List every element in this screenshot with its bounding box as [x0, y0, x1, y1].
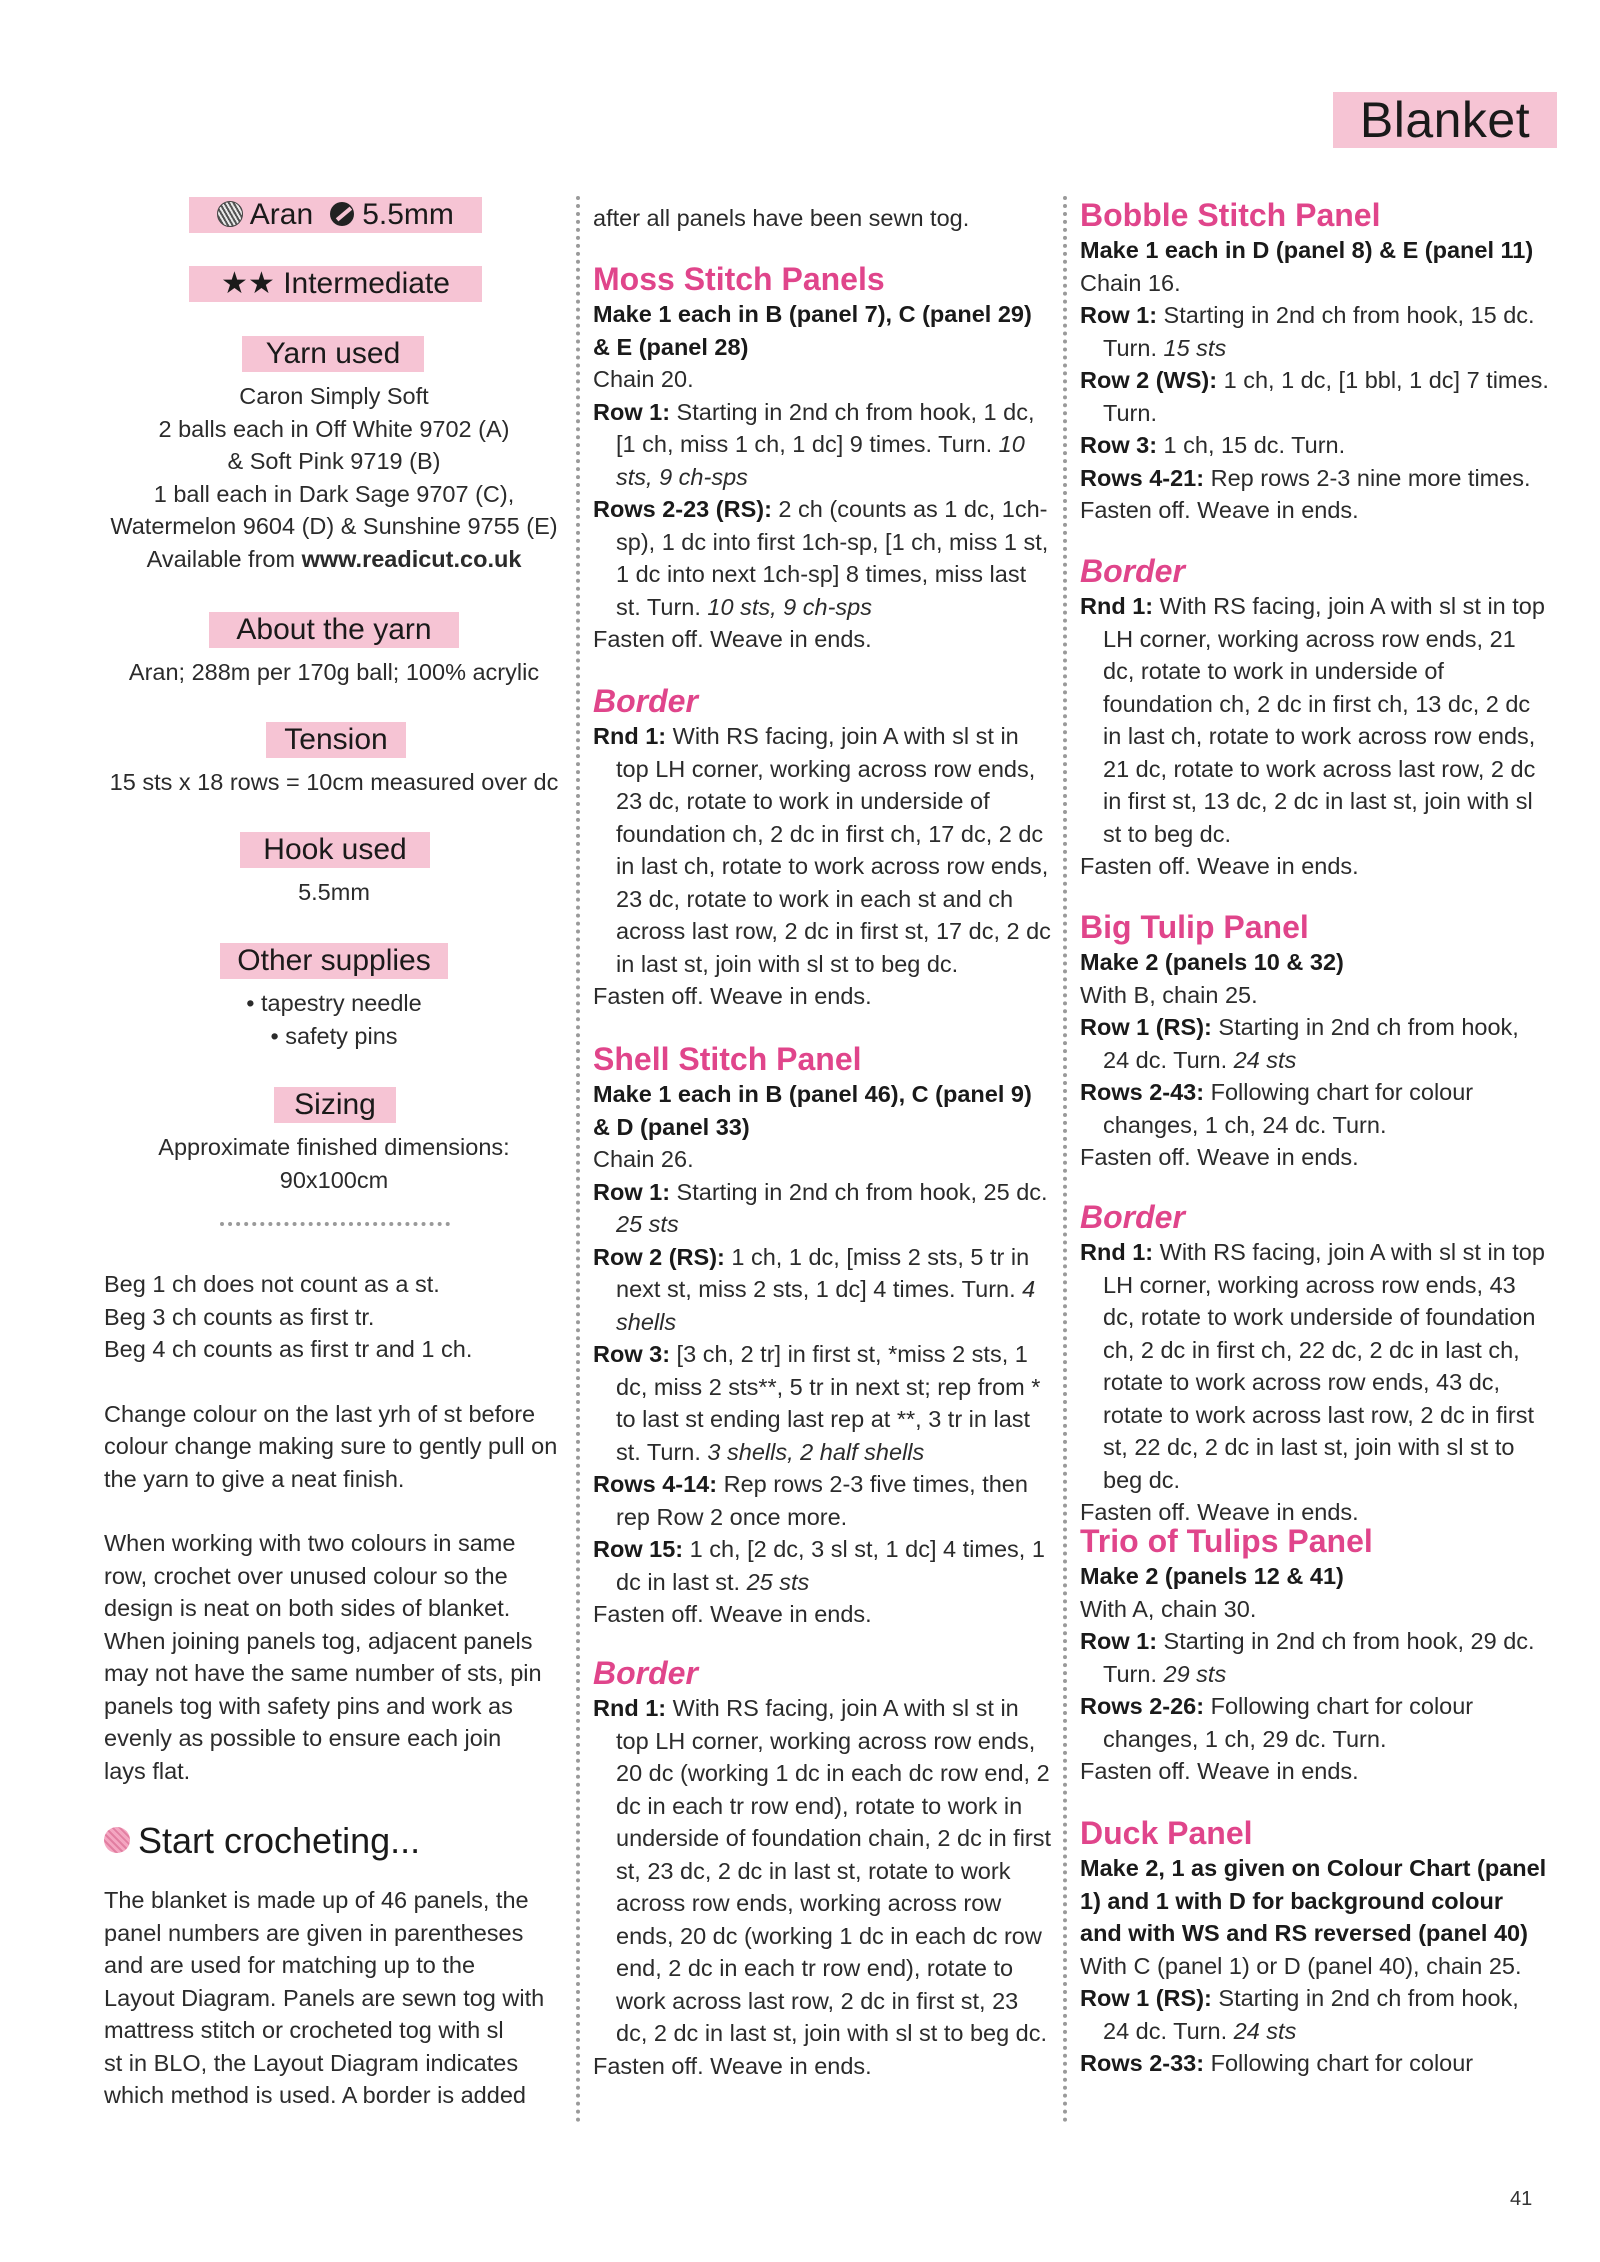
- instruction-part: Row 1:: [593, 1178, 671, 1205]
- make-instructions: Make 1 each in B (panel 46), C (panel 9) & D (panel 33): [593, 1081, 1032, 1140]
- skill-stars: ★★: [221, 267, 275, 300]
- start-crocheting-text: The blanket is made up of 46 panels, the panel numbers are given in parentheses and are used for matching up to the Layout Diagram. Panels are sewn tog with mattress stitch or crocheted tog with sl st in BLO, the Layout Diagram indicates which method is used. A border is added: [104, 1887, 545, 2108]
- instruction-line: [1080, 590, 1550, 850]
- tension-text: 15 sts x 18 rows = 10cm measured over dc: [109, 769, 559, 795]
- instruction-line: [593, 396, 1053, 494]
- instruction-line: [593, 1692, 1053, 2050]
- instruction-part: Row 1:: [1080, 1628, 1158, 1654]
- instruction-part: Rep rows 2-3 nine more times.: [1204, 464, 1531, 491]
- column-divider: [1063, 196, 1067, 2124]
- section-heading: Border: [593, 1655, 698, 1691]
- tension-heading: Tension: [266, 722, 406, 758]
- make-instructions: Make 2, 1 as given on Colour Chart (panel 1) and 1 with D for background colour and with WS and RS reversed (panel 40): [1080, 1855, 1547, 1946]
- instruction-part: Rows 2-26:: [1080, 1693, 1205, 1719]
- instruction-part: 15 sts: [1163, 334, 1227, 361]
- instruction-part: With RS facing, join A with sl st in top LH corner, working across row ends, 20 dc (working 1 dc in each dc row end, 2 dc in each tr row end), rotate to work in underside of foundation chain, 2 dc in first st, 23 dc, 2 dc in last st, rotate to work across row ends, working across row ends, 20 dc (working 1 dc in each dc row end, 2 dc in each tr row end), rotate to work across last row, 2 dc in first st, 23 dc, 2 dc in last st, join with sl st to beg dc.: [616, 1695, 1052, 2046]
- hook-icon: [330, 202, 354, 226]
- page-number: 41: [1510, 2188, 1533, 2210]
- supplier-link[interactable]: www.readicut.co.uk: [301, 545, 522, 572]
- instruction-part: Row 1:: [593, 398, 671, 425]
- instruction-part: Rep rows 2-3 five times, then rep Row 2 once more.: [616, 1471, 1028, 1530]
- instruction-part: 10 sts, 9 ch-sps: [707, 593, 872, 620]
- instruction-part: Rows 4-21:: [1080, 464, 1205, 491]
- instruction-line: [1080, 462, 1550, 495]
- instruction-part: With RS facing, join A with sl st in top LH corner, working across row ends, 21 dc, rotate to work in underside of foundation ch, 2 dc in first ch, 13 dc, 2 dc in last ch, rotate to work across row ends, 21 dc, rotate to work across last row, 2 dc in first st, 13 dc, 2 dc in last st, join with sl st to beg dc.: [1103, 593, 1545, 847]
- instruction-part: 1 ch, 15 dc. Turn.: [1157, 432, 1346, 458]
- other-supplies-list: • tapestry needle • safety pins: [246, 990, 422, 1049]
- instruction-part: Row 3:: [593, 1341, 671, 1367]
- instruction-line: [593, 1241, 1053, 1339]
- instruction-part: 3 shells, 2 half shells: [707, 1438, 925, 1465]
- instruction-line: [1080, 299, 1550, 364]
- instruction-part: Row 1 (RS):: [1080, 1985, 1212, 2011]
- about-yarn-heading: About the yarn: [209, 612, 459, 648]
- section-heading: Duck Panel: [1080, 1815, 1253, 1851]
- yarn-used-details: Caron Simply Soft 2 balls each in Off White 9702 (A) & Soft Pink 9719 (B) 1 ball each in Dark Sage 9707 (C), Watermelon 9604 (D) & Sunshine 9755 (E) Available from www.readicut.co.uk: [110, 383, 558, 572]
- instruction-part: 4 shells: [616, 1276, 1036, 1335]
- instruction-part: Row 2 (WS):: [1080, 367, 1218, 393]
- duck-panel-section: Duck Panel Make 2, 1 as given on Colour Chart (panel 1) and 1 with D for background colour and with WS and RS reversed (panel 40) With C (panel 1) or D (panel 40), chain 25. Row 1 (RS): Starting in 2nd ch from hook, 24 dc. Turn. 24 sts Rows 2-33: Following chart for colour: [1080, 1814, 1550, 2080]
- instruction-part: 24 sts: [1233, 1046, 1297, 1073]
- instruction-line: [1080, 1982, 1550, 2047]
- make-instructions: Make 2 (panels 10 & 32): [1080, 949, 1344, 975]
- instruction-line: [1080, 1690, 1550, 1755]
- instruction-line: [1080, 364, 1550, 429]
- instruction-part: Rnd 1:: [593, 723, 667, 749]
- instruction-part: Rnd 1:: [1080, 593, 1154, 619]
- instruction-part: 2 ch (counts as 1 dc, 1ch-sp), 1 dc into first 1ch-sp, [1 ch, miss 1 st, 1 dc into next 1ch-sp] 8 times, miss last st. Turn.: [616, 496, 1049, 620]
- intro-continued: after all panels have been sewn tog.: [593, 205, 970, 231]
- instruction-part: Rnd 1:: [593, 1695, 667, 1721]
- page-title: Blanket: [1333, 92, 1557, 148]
- hook-used-heading: Hook used: [240, 832, 430, 868]
- big-tulip-border-section: Border Rnd 1: With RS facing, join A with sl st in top LH corner, working across row ends, 43 dc, rotate to work underside of foundation ch, 2 dc in first ch, 22 dc, 2 dc in last ch, rotate to work across row ends, 43 dc, rotate to work across last row, 2 dc in first st, 22 dc, 2 dc in last st, join with sl st to beg dc. Fasten off. Weave in ends.: [1080, 1198, 1550, 1529]
- yarn-weight: Aran: [249, 198, 314, 231]
- instruction-part: 1 ch, 1 dc, [1 bbl, 1 dc] 7 times. Turn.: [1103, 367, 1549, 426]
- section-heading: Shell Stitch Panel: [593, 1041, 862, 1077]
- instruction-part: Starting in 2nd ch from hook, 15 dc. Turn.: [1103, 302, 1535, 361]
- moss-stitch-section: Moss Stitch Panels Make 1 each in B (panel 7), C (panel 29) & E (panel 28) Chain 20. Row 1: Starting in 2nd ch from hook, 1 dc, [1 ch, miss 1 ch, 1 dc] 9 times. Turn. 10 sts, 9 ch-sps Rows 2-23 (RS): 2 ch (counts as 1 dc, 1ch-sp), 1 dc into first 1ch-sp, [1 ch, miss 1 st, 1 dc into next 1ch-sp] 8 times, miss last st. Turn. 10 sts, 9 ch-sps Fasten off. Weave in ends.: [593, 260, 1053, 656]
- moss-border-section: Border Rnd 1: With RS facing, join A with sl st in top LH corner, working across row ends, 23 dc, rotate to work in underside of foundation ch, 2 dc in first ch, 17 dc, 2 dc in last ch, rotate to work across row ends, 23 dc, rotate to work in each st and ch across last row, 2 dc in first st, 17 dc, 2 dc in last st, join with sl st to beg dc. Fasten off. Weave in ends.: [593, 682, 1053, 1013]
- yarn-used-heading: Yarn used: [242, 336, 424, 372]
- make-instructions: Make 1 each in D (panel 8) & E (panel 11): [1080, 237, 1534, 263]
- instruction-part: Following chart for colour: [1204, 2050, 1474, 2076]
- instruction-part: Starting in 2nd ch from hook, 25 dc.: [670, 1178, 1048, 1205]
- section-heading: Moss Stitch Panels: [593, 261, 885, 297]
- instruction-part: Row 1:: [1080, 302, 1158, 328]
- instruction-part: Rnd 1:: [1080, 1239, 1154, 1265]
- hook-size: 5.5mm: [362, 198, 454, 231]
- instruction-part: With RS facing, join A with sl st in top LH corner, working across row ends, 23 dc, rotate to work in underside of foundation ch, 2 dc in first ch, 17 dc, 2 dc in last ch, rotate to work across row ends, 23 dc, rotate to work in each st and ch across last row, 2 dc in first st, 17 dc, 2 dc in last st, join with sl st to beg dc.: [616, 723, 1051, 977]
- shell-border-section: Border Rnd 1: With RS facing, join A with sl st in top LH corner, working across row ends, 20 dc (working 1 dc in each dc row end, 2 dc in each tr row end), rotate to work in underside of foundation chain, 2 dc in first st, 23 dc, 2 dc in last st, rotate to work across row ends, working across row ends, 20 dc (working 1 dc in each dc row end, 2 dc in each tr row end), rotate to work across last row, 2 dc in first st, 23 dc, 2 dc in last st, join with sl st to beg dc. Fasten off. Weave in ends.: [593, 1655, 1052, 2079]
- instruction-part: Row 2 (RS):: [593, 1243, 725, 1270]
- notes: Beg 1 ch does not count as a st. Beg 3 ch counts as first tr. Beg 4 ch counts as first tr and 1 ch. Change colour on the last yrh of st before colour change making sure to gently pull on the yarn to give a neat finish. When working with two colours in same row, crochet over unused colour so the design is neat on both sides of blanket. When joining panels tog, adjacent panels may not have the same number of sts, pin panels tog with safety pins and work as evenly as possible to ensure each join lays flat.: [104, 1271, 558, 1784]
- section-divider: [220, 1222, 450, 1226]
- yarn-ball-icon: [104, 1827, 130, 1853]
- badge-skill-level: [189, 266, 482, 302]
- instruction-part: 25 sts: [746, 1568, 810, 1595]
- instruction-part: Following chart for colour changes, 1 ch, 24 dc. Turn.: [1103, 1079, 1474, 1138]
- instruction-part: [3 ch, 2 tr] in first st, *miss 2 sts, 1 dc, miss 2 sts**, 5 tr in next st; rep from * to last st ending last rep at **, 3 tr in last st. Turn.: [616, 1341, 1041, 1465]
- instruction-line: [593, 1176, 1053, 1241]
- instruction-line: [1080, 429, 1550, 462]
- instruction-part: 10 sts, 9 ch-sps: [616, 431, 1025, 490]
- sizing-heading: Sizing: [274, 1087, 396, 1123]
- instruction-line: [593, 720, 1053, 980]
- instruction-part: Following chart for colour changes, 1 ch, 29 dc. Turn.: [1103, 1693, 1474, 1752]
- instruction-part: 29 sts: [1163, 1660, 1227, 1687]
- instruction-line: [1080, 1011, 1550, 1076]
- other-supplies-heading: Other supplies: [220, 943, 448, 979]
- start-crocheting-heading: Start crocheting...: [104, 1818, 420, 1864]
- instruction-part: 1 ch, 1 dc, [miss 2 sts, 5 tr in next st, miss 2 sts, 1 dc] 4 times. Turn.: [616, 1243, 1030, 1302]
- section-heading: Border: [1080, 1199, 1185, 1235]
- instruction-part: Rows 2-23 (RS):: [593, 496, 772, 522]
- instruction-part: Rows 2-33:: [1080, 2050, 1205, 2076]
- instruction-part: Starting in 2nd ch from hook, 24 dc. Turn.: [1103, 1014, 1519, 1073]
- instruction-part: Row 15:: [593, 1536, 684, 1562]
- section-heading: Bobble Stitch Panel: [1080, 197, 1381, 233]
- instruction-part: Rows 4-14:: [593, 1471, 718, 1497]
- instruction-part: 24 sts: [1233, 2017, 1297, 2044]
- section-heading: Border: [1080, 553, 1185, 589]
- skill-level: Intermediate: [283, 267, 450, 300]
- bobble-border-section: Border Rnd 1: With RS facing, join A with sl st in top LH corner, working across row ends, 21 dc, rotate to work in underside of foundation ch, 2 dc in first ch, 13 dc, 2 dc in last ch, rotate to work across row ends, 21 dc, rotate to work across last row, 2 dc in first st, 13 dc, 2 dc in last st, join with sl st to beg dc. Fasten off. Weave in ends.: [1080, 552, 1550, 883]
- instruction-part: Starting in 2nd ch from hook, 29 dc. Turn.: [1103, 1628, 1535, 1687]
- shell-stitch-section: Shell Stitch Panel Make 1 each in B (panel 46), C (panel 9) & D (panel 33) Chain 26. Row 1: Starting in 2nd ch from hook, 25 dc. 25 sts Row 2 (RS): 1 ch, 1 dc, [miss 2 sts, 5 tr in next st, miss 2 sts, 1 dc] 4 times. Turn. 4 shells Row 3: [3 ch, 2 tr] in first st, *miss 2 sts, 1 dc, miss 2 sts**, 5 tr in next st; rep from * to last st ending last rep at **, 3 tr in last st. Turn. 3 shells, 2 half shells Rows 4-14: Rep rows 2-3 five times, then rep Row 2 once more. Row 15: 1 ch, [2 dc, 3 sl st, 1 dc] 4 times, 1 dc in last st. 25 sts Fasten off. Weave in ends.: [593, 1040, 1053, 1631]
- instruction-part: Starting in 2nd ch from hook, 1 dc, [1 ch, miss 1 ch, 1 dc] 9 times. Turn.: [616, 398, 1035, 457]
- instruction-line: [593, 1338, 1053, 1468]
- sizing-text: Approximate finished dimensions: 90x100cm: [158, 1134, 510, 1193]
- instruction-part: Row 1 (RS):: [1080, 1014, 1212, 1040]
- instruction-part: With RS facing, join A with sl st in top LH corner, working across row ends, 43 dc, rotate to work underside of foundation ch, 2 dc in first ch, 22 dc, 2 dc in last ch, rotate to work across row ends, 43 dc, rotate to work across last row, 2 dc in first st, 22 dc, 2 dc in last st, join with sl st to beg dc.: [1103, 1239, 1545, 1493]
- instruction-part: 25 sts: [616, 1211, 679, 1237]
- instruction-part: Rows 2-43:: [1080, 1079, 1205, 1105]
- instruction-line: [1080, 2047, 1550, 2080]
- instruction-line: [1080, 1236, 1550, 1496]
- badge-yarn-weight-hook: [189, 197, 482, 233]
- section-heading: Big Tulip Panel: [1080, 909, 1309, 945]
- instruction-line: [593, 493, 1053, 623]
- bobble-stitch-section: Bobble Stitch Panel Make 1 each in D (panel 8) & E (panel 11) Chain 16. Row 1: Starting in 2nd ch from hook, 15 dc. Turn. 15 sts Row 2 (WS): 1 ch, 1 dc, [1 bbl, 1 dc] 7 times. Turn. Row 3: 1 ch, 15 dc. Turn. Rows 4-21: Rep rows 2-3 nine more times. Fasten off. Weave in ends.: [1080, 197, 1549, 523]
- instruction-part: 1 ch, [2 dc, 3 sl st, 1 dc] 4 times, 1 dc in last st.: [616, 1536, 1045, 1595]
- section-heading: Border: [593, 683, 698, 719]
- column-divider: [576, 196, 580, 2124]
- instruction-line: [593, 1468, 1053, 1533]
- about-yarn-text: Aran; 288m per 170g ball; 100% acrylic: [128, 659, 540, 685]
- trio-of-tulips-section: Trio of Tulips Panel Make 2 (panels 12 & 41) With A, chain 30. Row 1: Starting in 2nd ch from hook, 29 dc. Turn. 29 sts Rows 2-26: Following chart for colour changes, 1 ch, 29 dc. Turn. Fasten off. Weave in ends.: [1080, 1522, 1550, 1788]
- instruction-part: Starting in 2nd ch from hook, 24 dc. Turn.: [1103, 1985, 1519, 2044]
- instruction-line: [593, 1533, 1053, 1598]
- make-instructions: Make 1 each in B (panel 7), C (panel 29) & E (panel 28): [593, 301, 1032, 360]
- big-tulip-section: Big Tulip Panel Make 2 (panels 10 & 32) With B, chain 25. Row 1 (RS): Starting in 2nd ch from hook, 24 dc. Turn. 24 sts Rows 2-43: Following chart for colour changes, 1 ch, 24 dc. Turn. Fasten off. Weave in ends.: [1080, 908, 1550, 1174]
- make-instructions: Make 2 (panels 12 & 41): [1080, 1563, 1344, 1589]
- hook-used-text: 5.5mm: [298, 879, 370, 905]
- instruction-line: [1080, 1625, 1550, 1690]
- instruction-line: [1080, 1076, 1550, 1141]
- section-heading: Trio of Tulips Panel: [1080, 1523, 1373, 1559]
- instruction-part: Row 3:: [1080, 432, 1158, 458]
- yarn-ball-icon: [217, 201, 243, 227]
